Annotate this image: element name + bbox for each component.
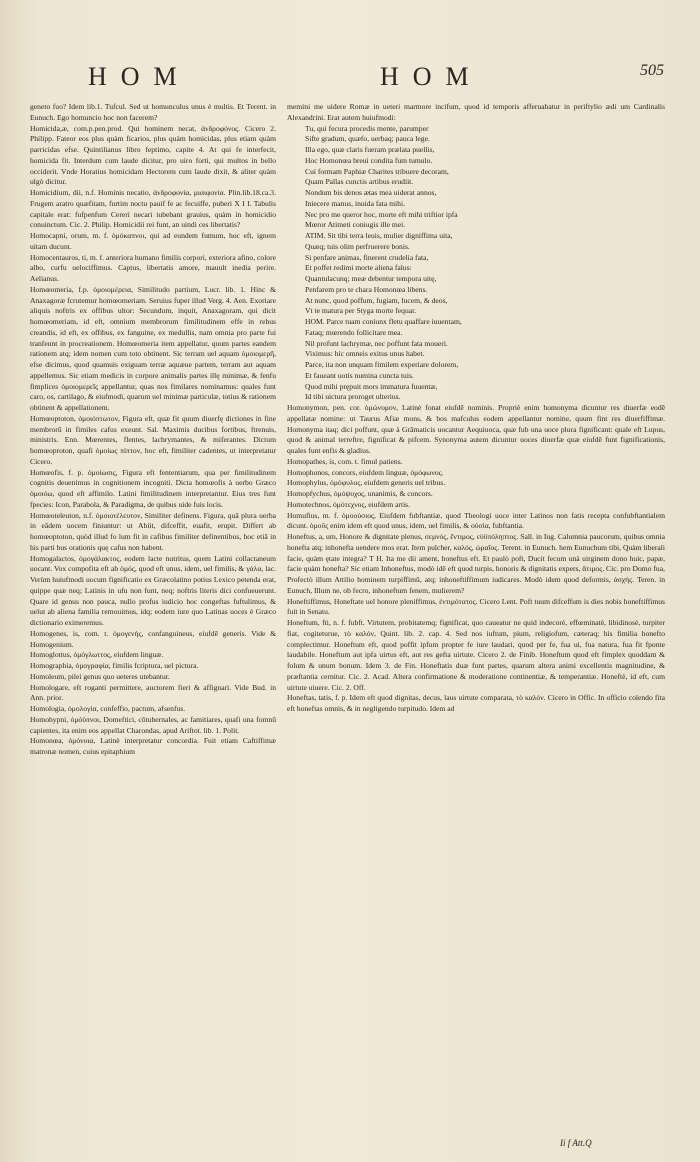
entry-paragraph: Hoc Homonœa breui condita fum tumulo. — [305, 155, 433, 165]
entry-paragraph: Honeftiffimus, Honeftate uel honore pleniffimus, ἐντιμότατος. Cicero Lent. Poft tuum difceffum is dies nobis honeftiffimus fuit in Senatu. — [287, 596, 665, 617]
entry-paragraph: Homographia, ὁμογραφία, fimilis fcriptura, uel pictura. — [30, 661, 199, 670]
entry-paragraph: Nec pro me queror hoc, morte eft mihi triftior ipfa — [305, 209, 458, 219]
entry-paragraph: Quæq; tuis olim perfruerere bonis. — [305, 241, 410, 251]
entry-paragraph: Penfarem pro te chara Homonœa libens. — [305, 284, 428, 294]
entry-paragraph: Nondum bis denos ætas mea uiderat annos, — [305, 188, 437, 197]
entry-paragraph: Homœoptoton, ὁμοιόπτωτον, Figura eft, quæ fit quum diuerfę dictiones in fine membrorū in fimiles cafus exeunt. Sal. Maximis ducibus fortibus, ftrenuis, ministris. Enn. Mœrentes, flentes, lachrymantes, & miferantes. Dictum homœoproton, quafi ὁμοίως πίπτον, hoc eft, fimiliter cadentes, ut interpretatur Cicero. — [30, 413, 276, 466]
entry-paragraph: Homophonos, concors, eiufdem linguæ, ὁμόφωνος. — [287, 467, 444, 477]
entry-paragraph: Honeftus, a, um, Honore & dignitate plenus, σεμνός, ἔντιμος, εὐϋπόληπτος. Sall. in Iug. Calumnia paucorum, quibus omnia honefta atq; inhonefta uendere mos erat. Item pulcher, καλός, ὡραῖος. Terent. in Eunuch. hem Eunuchum tibi, Quàm liberali facie, quàm ętate integra? T H. Ita me dii ament, honeftus eft. Et paulò poft, Ducit fecum unà uirginem dono huic, papæ, facie quàm honefta? Sic etiam Inhoneftus, modò idē eft quod turpis, honoris & dignitatis expers, ἄτιμος. Cic. pro Domo fua, Profectò illum Attilio hominem turpiffimū, atq; inhoneftiffimum iudicares. Modò idem quod deformis, ἀσχής. Teren. in Eunuch, Illum ne, ob fecro, inhoneftum fenem, mulierem? — [287, 532, 665, 595]
entry-paragraph: Homoglottus, ὁμόγλωττος, eiufdem linguæ. — [30, 650, 164, 660]
header-left: HOM — [88, 62, 191, 91]
page-number: 505 — [640, 62, 664, 79]
right-column — [287, 102, 665, 715]
entry-paragraph: Iniecere manus, inuida fata mihi. — [305, 198, 405, 208]
entry-paragraph: Quod mihi prępuit mors immatura fuuentæ, — [305, 381, 438, 391]
entry-paragraph: Homufius, m. f. ὁμοούσιος, Eiufdem fubftantiæ, quod Theologi uoce inter Latinos non fatis recepta confubftantialem dicunt. ὁμοῦς enim idem eft quod unus, idem, uel fimilis, & οὐσία, fubftantia. — [287, 510, 665, 531]
entry-paragraph: Tu, qui fecura procedis mente, parumper — [305, 123, 429, 133]
entry-paragraph: Id tibi uictura proroget ulterius. — [305, 392, 401, 402]
entry-paragraph: Honeftum, fti, n. f. fubft. Virtutem, probitatemq; fignificat, quo caueatur ne quid indecorè, effœminatè, libidinosè, turpiter fiat, cogiteturue, τὸ καλόν, Quint. lib. 2. cap. 4. Sed nos iuftum, pium, religiofum, cæteraq; his fimilia honefto complectimur. Honeftum eft, quod poffit ipfum propter fe iure laudari, quod per fe, fua ui, fua natura, fua fit fponte laudabile. Honeftum aut ipfa uirtus eft, aut res gefta uirtute. Cicero 2. de Finib. Honeftum quod eft fimplex quoddam & folum & unum bonum. Idem 3. de Fin. Honeftatis duæ funt partes, quarum altera animi excellentis magnitudine, & præftantia cernitur. Cic. 2. Acad. Altera confirmatione & moderatione continentiæ, & temperantiæ. Honeftè, id eft, cum uirtute uiuere. Cic. 2. Off. — [287, 618, 665, 692]
entry-paragraph: Homogenes, is, com. t. ὁμογενής, confanguineus, eiufdē generis. Vide & Homogenium. — [30, 628, 276, 649]
entry-paragraph: Homologia, ὁμολογία, confeffio, pactum, afsenfus. — [30, 704, 186, 713]
entry-paragraph: Homicidium, dii, n.f. Hominis necatio, ἀνδροφονία, μιαιφονία. Plin.lib.18.ca.3. Frugem aratro quæfitam, furtim noctu pauif fe ac fecuiffe, puberi X I I. Tabulis capitale erat: fufpenfum Cereri necari iubebant grauius, quàm in homicidio conuinctum. Cic. 2. Philip. Homicidii rei funt, an uindi ces libertatis? — [30, 188, 276, 230]
entry-paragraph: Homopfychus, ὁμόψυχος, unanimis, & concors. — [287, 489, 433, 498]
entry-paragraph: Quam Pallas cunctis artibus erudiit. — [305, 177, 414, 187]
entry-paragraph: HOM. Parce tuam coniunx fletu quaffare iuuentam, — [305, 317, 462, 326]
entry-paragraph: Homœomeria, f.p. ὁμοιομέρεια, Similitudo partium, Lucr. lib. 1. Hinc & Anaxagoræ fcrutemur homœomeriam. Seruius fuper illud Verg. 4. Aen. Exoriare aliquis noftris ex offibus ultor: Secundum, inquit, Anaxagoram, qui dicit homœomeriam, id eft, omnium membrorum fimilitudinem effe in rebus creandis, id eft, ex offibus, ex fanguine, ex medullis, nam omnia pro parte fui tranfeunt in procreationem. Homœomeria item appellatur, quum partes eandem rationem atq; idem nomen cum toto obtinent. Sic terram uel aquam ὁμοιομερῆ, efse dicimus, quod quamuis exiguam terræ aquæue partem, terram aut aquam appellemus. Sic etiam medicis in corpore animalis partes illę minimæ, & fenfu fimplices ὁμοιομερεῖς appellantur, quas nos fimilares nominamus: quales funt caro, os, cartilago, & eiufmodi, quarum uel minimæ particulæ, totius & rationem obtinent & appellationem. — [30, 284, 276, 412]
entry-paragraph: Homogalactos, ὁμογάλακτος, eodem lacte nutritus, quem Latini collactaneum uocant. Vox compofita eft ab ὁμός, quod eft unus, idem, uel fimilis, & γάλα, lac. Verùm huiufmodi uocum fignificatio ex Græcolatino potius Lexico petenda erat, quippe quæ neq; Latinis in ufu non funt, neq; noftris literis dici confueuerunt. Quare id genus non pauca, nullo profus iudicio hoc congeftas fuftulimus, & uelut ab aliena familia remouimus, idq; eodem iure quo Latinas uoces è Græco dictionario eximeremus. — [30, 553, 276, 627]
entry-paragraph: Honeftas, tatis, f. p. Idem eft quod dignitas, decus, laus uirtute comparata, τὸ καλόν. Cicero in Offic. In officio colendo fita eft honeftas omnis, & in negligendo turpitudo. Idem ad — [287, 693, 665, 713]
entry-paragraph: Et faueant uotis numina cuncta tuis. — [305, 370, 414, 380]
entry-paragraph: Et poffet redimi morte aliena falus: — [305, 263, 412, 273]
entry-paragraph: Homonymon, pen. cor. ὁμώνυμον, Latinè fonat eiufdē nominis. Propriè enim homonyma dicuntur res diuerfæ eodē appellatæ nomine: ut Taurus Afiæ mons, & bos mafculus eodem appellantur nomine, quum fint res diuerfiffimæ. Homonyma itaq; dici poffunt, quæ à Grāmaticis uocantur Aequiuoca, quæ fub una uoce plura fignificant: quale eft Lupus, quod & animal terreftre, fignificat & pifcem. Synonyma autem dicuntur uoces diuerfæ quæ eiufdē funt fignificationis, quales funt enfis & gladius. — [287, 403, 665, 455]
entry-paragraph: Homophylus, ὁμόφυλος, eiufdem generis uel tribus. — [287, 478, 446, 488]
running-header — [0, 62, 700, 94]
entry-paragraph: Homoleum, pilei genus quo ueteres utebantur. — [30, 671, 170, 681]
entry-paragraph: Illa ego, quæ claris fueram prælata puellis, — [305, 145, 435, 154]
entry-paragraph: Parce, ita non unquam fimilem experiare dolorem, — [305, 360, 459, 369]
entry-paragraph: ATIM. Sit tibi terra leuis, mulier digniffima uita, — [305, 231, 453, 240]
left-column — [30, 102, 276, 758]
entry-paragraph: Homonœa, ὁμόνοια, Latinè interpretatur concordia. Fuit etiam Caftiffimæ matronæ nomen, cuius epitaphium — [30, 736, 276, 756]
entry-paragraph: Homicida,æ, com.p.pen.prod. Qui hominem necat, ἀνδροφόνος. Cicero 2. Philipp. Fateor eos plus quàm ficarios, plus quàm homicidas, plus etiam quàm parricidas efse. Quintilianus libro feptimo, capite 4. At qui fe interfecit, homicida fit. Interdum cum laude dicitur, pro uiro forti, qui multos in bello occiderit. Vnde Horatius homicidam Hectorem cum laude dixit, & aliter quàm ulgò dicitur. — [30, 123, 276, 187]
entry-paragraph: Mœror Atimeti coniugis ille mei. — [305, 220, 406, 230]
entry-paragraph: Homologare, eft roganti permittere, auctorem fieri & affignari. Vide Bud. in Ann. prior. — [30, 682, 276, 703]
entry-paragraph: Homocapni, orum, m. f. ὁμόκαπνοι, qui ad eundem fumum, hoc eft, ignem uitam ducunt. — [30, 231, 276, 251]
entry-paragraph: Quantulacunq; meæ debentur tempora uitę, — [305, 274, 437, 283]
entry-paragraph: Viximus: hic omneis exitus unus habet. — [305, 349, 425, 359]
catchword: Ii f Att.Q — [560, 1138, 592, 1148]
entry-paragraph: Homopathes, is, com. t. fimul patiens. — [287, 456, 403, 466]
entry-paragraph: Homœoteleuton, n.f. ὁμοιοτέλευτον, Similiter definens. Figura, quā plura uerba in eādem uocem finiuntur: ut Abiit, difceffit, euafit, erupit. Differt ab homœoptoton, quòd illud fo lum fit in cafibus fimiliter definentibus, hoc etiā in his parti bus orationis quę cafus non habent. — [30, 510, 276, 552]
entry-paragraph: Si penfare animas, finerent crudelia fata, — [305, 252, 429, 262]
entry-paragraph: Vt te matura per Styga morte fequar. — [305, 306, 417, 316]
entry-paragraph: Fataq; mœrendo follicitare mea. — [305, 327, 403, 337]
entry-paragraph: At nunc, quod poffum, fugiam, lucem, & deos, — [305, 295, 448, 305]
entry-paragraph: Homotechnos, ὁμότεχνος, eiufdem artis. — [287, 499, 411, 509]
entry-paragraph: geneto fuo? Idem lib.1. Tufcul. Sed ut homunculus unus è multis. Et Terent. in Eunuch. Ego homuncio hoc non facerem? — [30, 102, 276, 122]
entry-paragraph: memini me uidere Romæ in ueteri marmore incifum, quod id temporis afferuabatur in periftylio ædi um Cardinalis Alexandrini. Erat autem huiufmodi: — [287, 102, 665, 122]
entry-paragraph: Cui formam Paphiæ Charites tribuere decoram, — [305, 166, 449, 176]
header-right: HOM — [380, 62, 483, 91]
entry-paragraph: Homœofis, f. p. ὁμοίωσις, Figura eft fententiarum, qua per fimilitudinem cognitis deuenimus in cognitionem incogniti. Dicta homœofis à uerbo Græco ὁμοιόω, quod eft affimilo. Latini fimilitudinem interpretantur. Eius tres funt fpecies: Icon, Parabola, & Paradigma, de quibus uide fuis locis. — [30, 467, 276, 509]
entry-paragraph: Sifte gradum, quæfo, uerbaq; pauca lege. — [305, 134, 430, 144]
entry-paragraph: Nil profunt lachrymæ, nec poffunt fata moueri. — [305, 338, 448, 348]
entry-paragraph: Homohypni, ὁμόϋπνοι, Domeftici, cōtubernales, ac famitiares, quafi una fomnū capientes, ita enim eos appellat Charondas, apud Ariftot. lib. 1. Polit. — [30, 714, 276, 735]
entry-paragraph: Homocentauros, ti, m. f. anteriora humano fimilis corpori, exteriora afino, colore albo, curfu uelociffimus. Captus, libertatis amore, mauult inedia perire. Aelianus. — [30, 252, 276, 283]
